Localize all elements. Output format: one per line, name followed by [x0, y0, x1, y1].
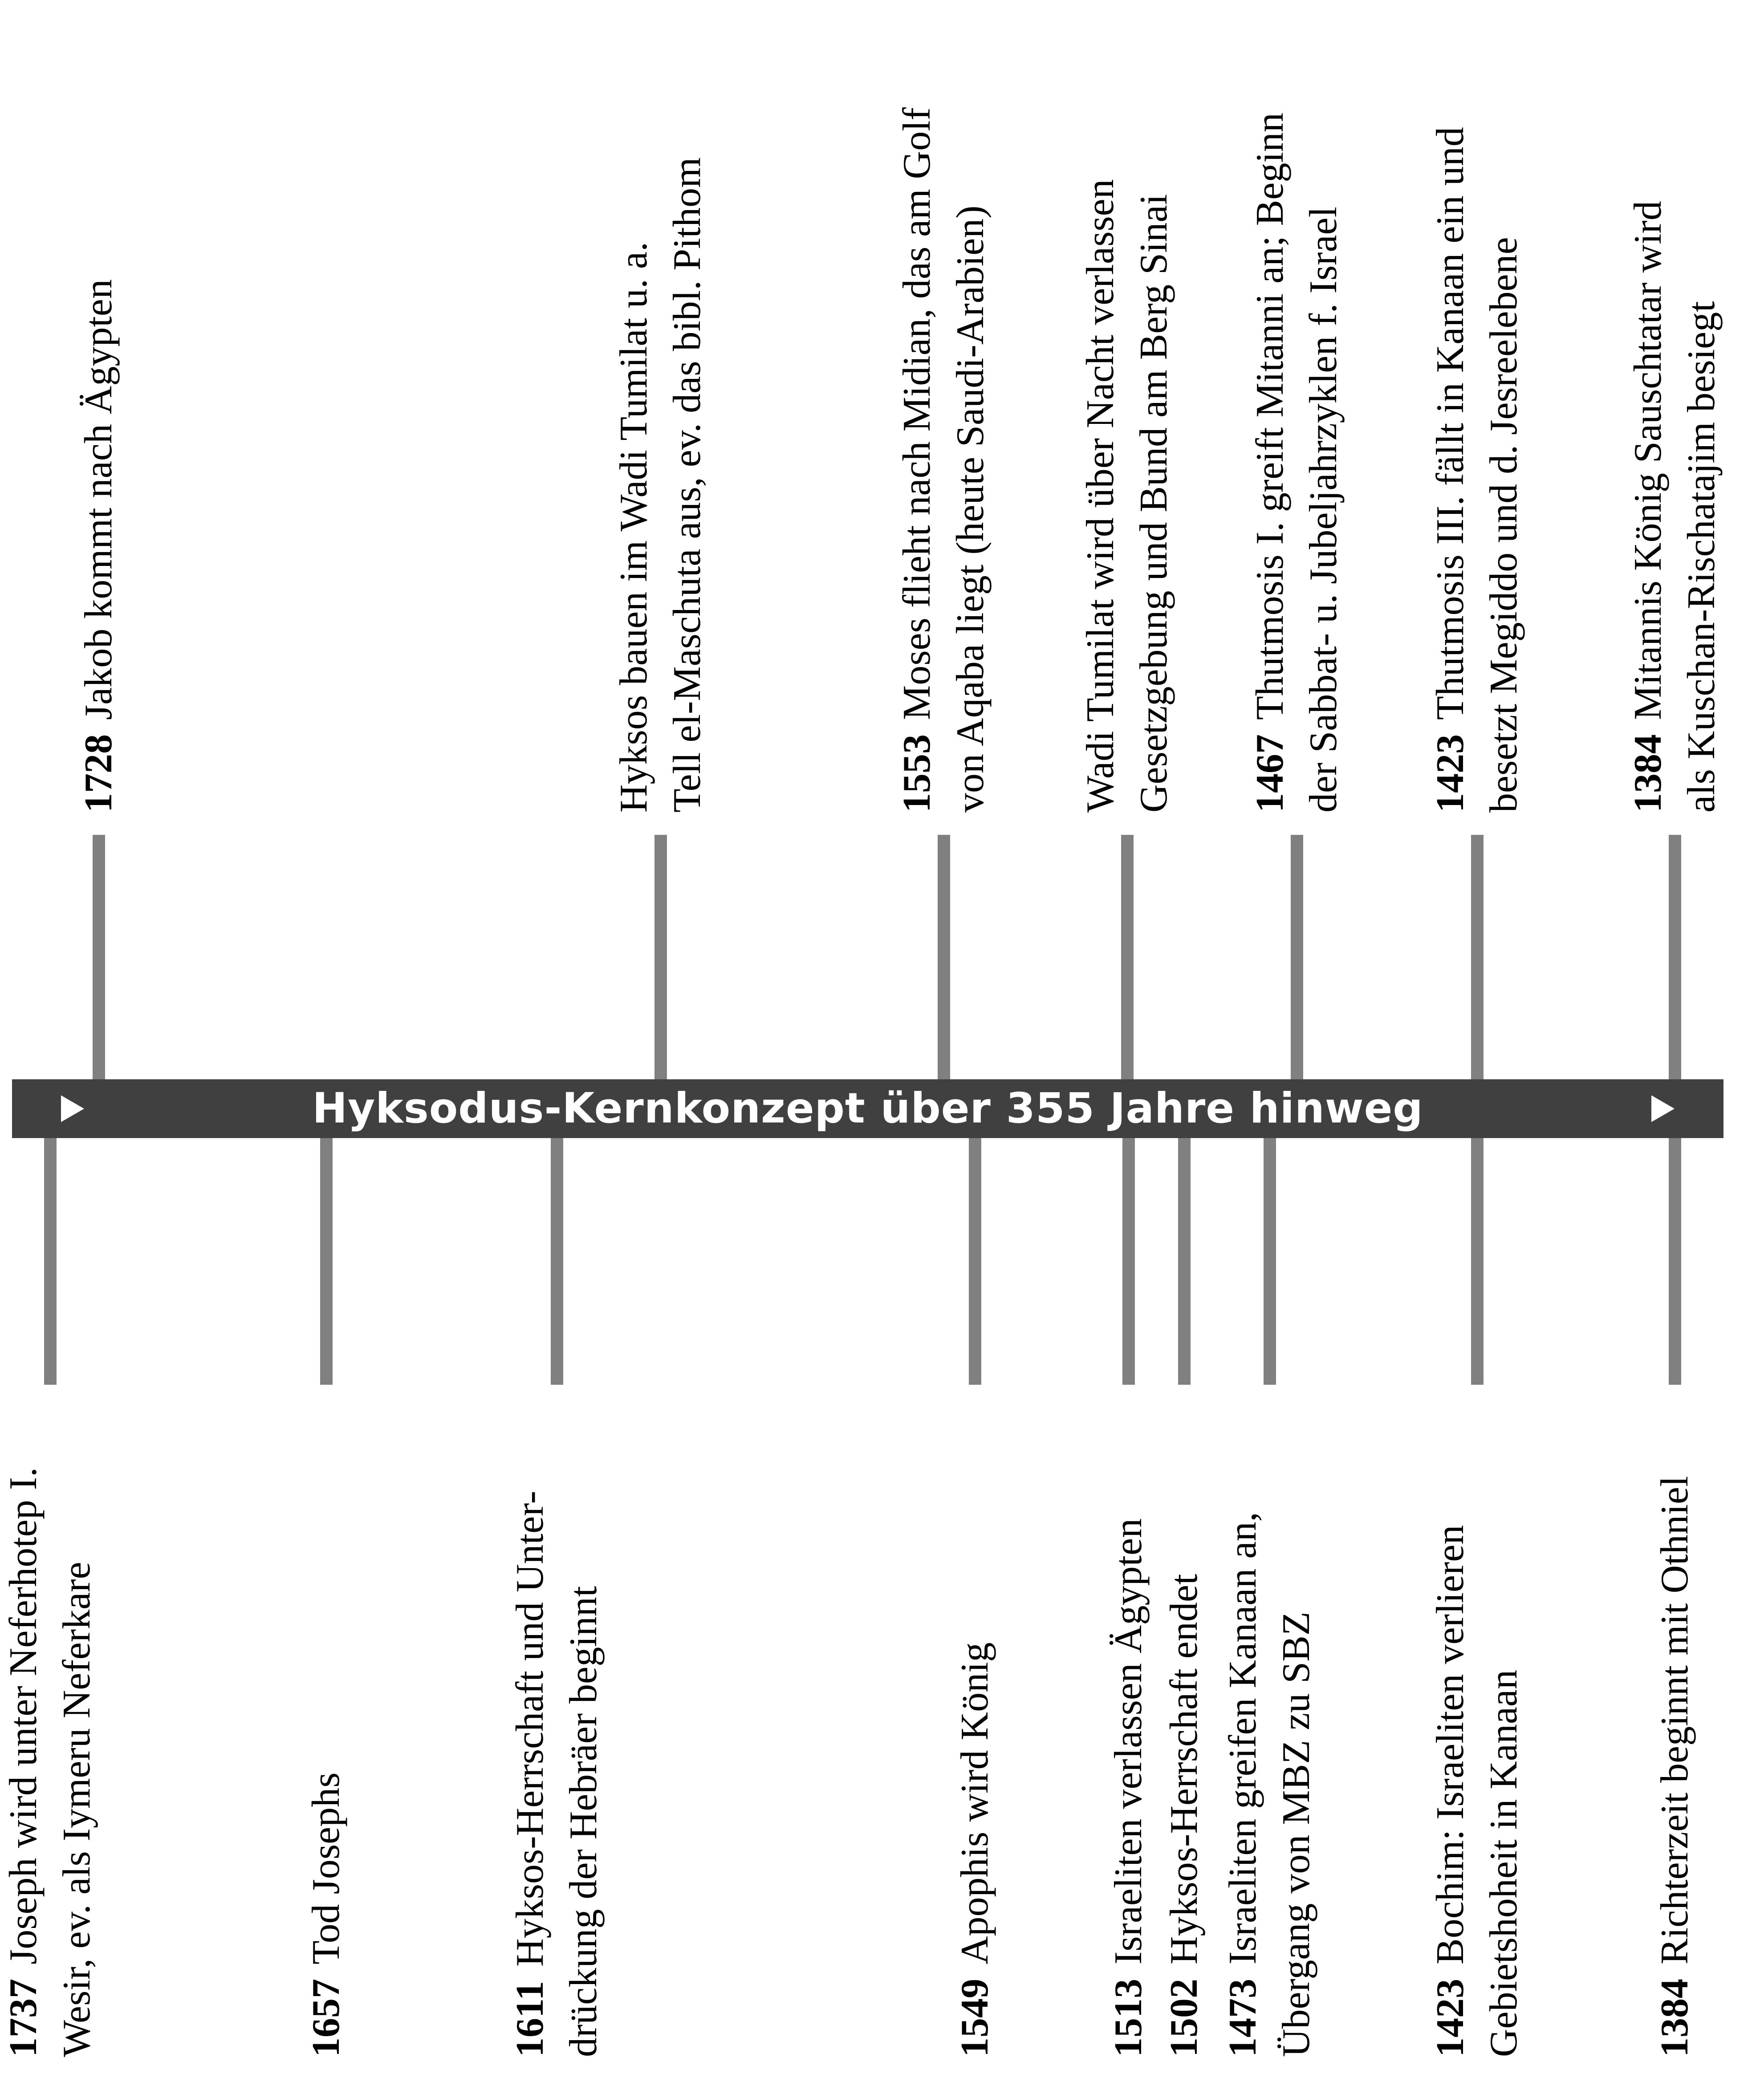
- event-text-line: [504, 1491, 557, 2057]
- event-year: 1657: [305, 1979, 348, 2057]
- timeline-stem-below: [1264, 1138, 1276, 1385]
- event-year: 1473: [1221, 1979, 1264, 2057]
- timeline-stem-below: [44, 1138, 57, 1385]
- timeline-title: Hyksodus-Kernkonzept über 355 Jahre hinweg: [312, 1084, 1423, 1133]
- event-description: Israeliten greifen Kanaan an,: [1221, 1512, 1264, 1964]
- event-text-line: [1270, 1512, 1323, 2057]
- event-text-line: [890, 107, 944, 813]
- event-text-line: [1158, 1574, 1211, 2057]
- event-description: Tod Josephs: [305, 1772, 348, 1964]
- timeline-stem-below: [969, 1138, 981, 1385]
- event-text-line: [607, 157, 661, 813]
- event-text-line: [1424, 1525, 1477, 2057]
- event-year: 1553: [895, 734, 939, 813]
- event-year: 1728: [77, 734, 120, 813]
- event-year: 1384: [1653, 1979, 1696, 2057]
- timeline-stem-below: [1122, 1138, 1135, 1385]
- event-label: [1622, 201, 1728, 813]
- event-label: [504, 1491, 610, 2057]
- event-description: drückung der Hebräer beginnt: [562, 1586, 605, 2057]
- timeline-stem-above: [938, 835, 950, 1079]
- event-description: Moses flieht nach Midian, das am Golf: [895, 107, 939, 720]
- timeline-stem-above: [1669, 835, 1681, 1079]
- timeline-stem-above: [1121, 835, 1134, 1079]
- event-label: [0, 1467, 104, 2057]
- triangle-right-icon: [1651, 1095, 1675, 1122]
- timeline-stem-below: [1669, 1138, 1681, 1385]
- event-text-line: [1622, 201, 1675, 813]
- event-description: Jakob kommt nach Ägypten: [77, 279, 120, 720]
- event-text-line: [948, 1642, 1002, 2057]
- event-year: 1737: [2, 1979, 45, 2057]
- event-description: Apophis wird König: [953, 1642, 996, 1964]
- event-label: [1424, 127, 1531, 813]
- timeline-stem-below: [1178, 1138, 1191, 1385]
- event-description: Mitannis König Sauschtatar wird: [1626, 201, 1670, 720]
- event-description: von Aqaba liegt (heute Saudi-Arabien): [949, 205, 992, 813]
- event-text-line: [1102, 1518, 1155, 2057]
- event-description: Thutmosis III. fällt in Kanaan ein und: [1429, 127, 1472, 720]
- timeline-stem-above: [654, 835, 667, 1079]
- timeline-stem-above: [93, 835, 105, 1079]
- event-text-line: [300, 1773, 353, 2057]
- event-text-line: [1675, 201, 1728, 813]
- event-description: Tell el-Maschuta aus, ev. das bibl. Pithom: [666, 157, 709, 813]
- event-description: Israeliten verlassen Ägypten: [1107, 1518, 1150, 1964]
- event-text-line: [72, 279, 126, 813]
- event-label: [1216, 1512, 1323, 2057]
- event-description: der Sabbat- u. Jubeljahrzyklen f. Israel: [1302, 206, 1345, 813]
- event-label: [948, 1642, 1002, 2057]
- event-label: [1102, 1518, 1155, 2057]
- event-label: [1074, 179, 1181, 813]
- event-label: [607, 157, 714, 813]
- event-description: Übergang von MBZ zu SBZ: [1275, 1611, 1318, 2057]
- event-description: Wadi Tumilat wird über Nacht verlassen: [1079, 179, 1122, 813]
- event-description: als Kuschan-Rischatajim besiegt: [1680, 301, 1723, 813]
- event-label: [1648, 1476, 1702, 2057]
- event-label: [72, 279, 126, 813]
- event-description: besetzt Megiddo und d. Jesreelebene: [1482, 237, 1525, 813]
- event-label: [890, 107, 997, 813]
- event-description: Richterzeit beginnt mit Othniel: [1653, 1476, 1696, 1964]
- event-description: Hyksos bauen im Wadi Tumilat u. a.: [612, 242, 655, 813]
- event-year: 1513: [1107, 1979, 1150, 2057]
- timeline-stem-below: [551, 1138, 563, 1385]
- timeline-stem-below: [320, 1138, 333, 1385]
- timeline-stem-above: [1471, 835, 1484, 1079]
- event-label: [1158, 1574, 1211, 2057]
- event-text-line: [1216, 1512, 1270, 2057]
- event-year: 1467: [1248, 734, 1292, 813]
- event-text-line: [1297, 113, 1350, 813]
- event-description: Hyksos-Herrschaft endet: [1162, 1574, 1206, 1964]
- event-year: 1423: [1429, 1979, 1472, 2057]
- event-year: 1423: [1429, 734, 1472, 813]
- event-label: [1244, 113, 1350, 813]
- event-description: Hyksos-Herrschaft und Unter-: [508, 1491, 552, 1967]
- event-description: Gebietshoheit in Kanaan: [1482, 1670, 1525, 2057]
- event-year: 1384: [1626, 734, 1670, 813]
- event-description: Wesir, ev. als Iymeru Neferkare: [55, 1562, 98, 2057]
- timeline-stem-above: [1291, 835, 1303, 1079]
- event-description: Thutmosis I. greift Mitanni an; Beginn: [1248, 113, 1292, 720]
- timeline-bar: [12, 1079, 1723, 1138]
- event-text-line: [1074, 179, 1127, 813]
- event-text-line: [944, 107, 997, 813]
- event-text-line: [557, 1491, 610, 2057]
- event-year: 1549: [953, 1979, 996, 2057]
- event-description: Gesetzgebung und Bund am Berg Sinai: [1132, 194, 1175, 813]
- event-label: [1424, 1525, 1531, 2057]
- event-text-line: [661, 157, 714, 813]
- event-description: Bochim: Israeliten verlieren: [1429, 1525, 1472, 1964]
- event-text-line: [1244, 113, 1297, 813]
- event-text-line: [1424, 127, 1477, 813]
- timeline-stem-below: [1471, 1138, 1484, 1385]
- event-text-line: [50, 1467, 104, 2057]
- event-text-line: [0, 1467, 50, 2057]
- event-text-line: [1477, 1525, 1531, 2057]
- event-year: 1611: [508, 1980, 552, 2057]
- event-text-line: [1477, 127, 1531, 813]
- event-year: 1502: [1162, 1979, 1206, 2057]
- event-label: [300, 1773, 353, 2057]
- event-description: Joseph wird unter Neferhotep I.: [2, 1467, 45, 1964]
- event-text-line: [1127, 179, 1181, 813]
- event-text-line: [1648, 1476, 1702, 2057]
